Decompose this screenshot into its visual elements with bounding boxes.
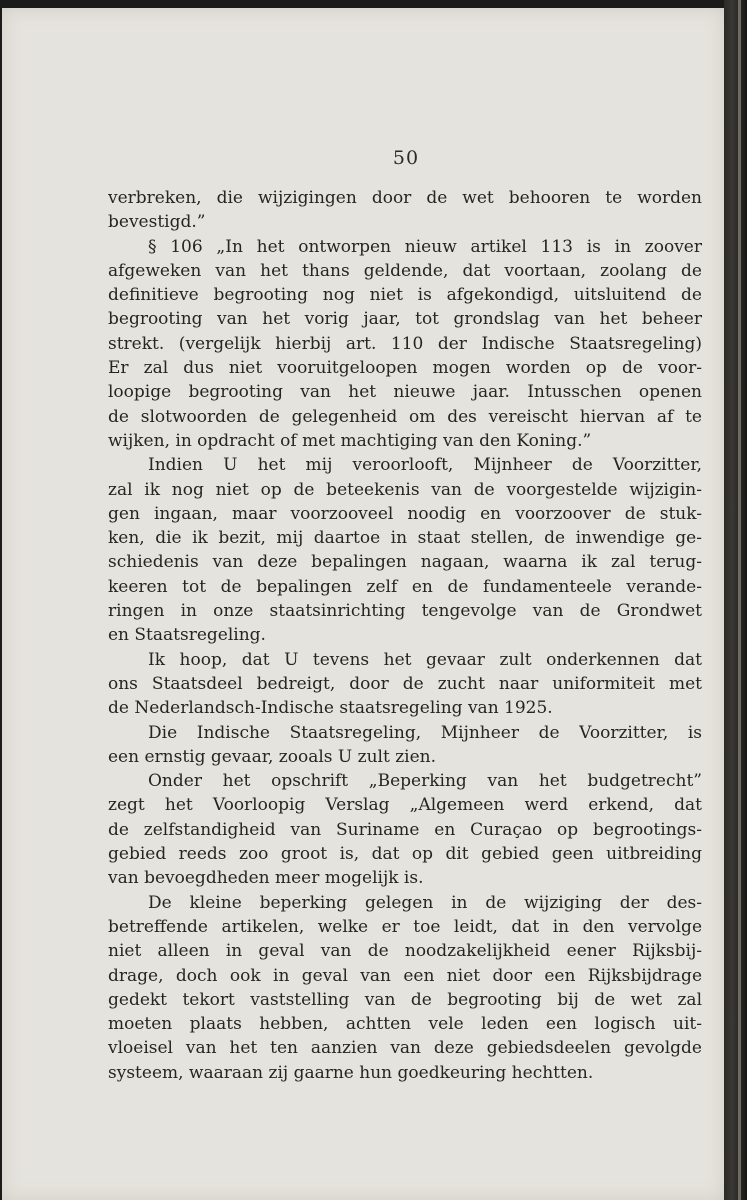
- paragraph: [108, 721, 702, 770]
- text-line: moeten plaats hebben, achtten vele leden een logisch uit-: [108, 1014, 702, 1035]
- text-line: niet alleen in geval van de noodzakelijkheid eener Rijksbij-: [108, 941, 702, 962]
- text-line: Ik hoop, dat U tevens het gevaar zult onderkennen dat: [148, 649, 702, 670]
- text-line: De kleine beperking gelegen in de wijziging der des-: [148, 892, 702, 913]
- text-line: Die Indische Staatsregeling, Mijnheer de Voorzitter, is: [148, 722, 702, 743]
- text-line: zegt het Voorloopig Verslag „Algemeen werd erkend, dat: [108, 795, 702, 816]
- paper-sheet: [2, 8, 724, 1200]
- text-line: gen ingaan, maar voorzooveel noodig en voorzoover de stuk-: [108, 503, 702, 524]
- text-line: ons Staatsdeel bedreigt, door de zucht naar uniformiteit met: [108, 673, 702, 694]
- page-number: 50: [392, 147, 420, 169]
- paragraph: [108, 453, 702, 647]
- text-line: keeren tot de bepalingen zelf en de fundamenteele verande-: [108, 576, 702, 597]
- text-line: de slotwoorden de gelegenheid om des vereischt hiervan af te: [108, 406, 702, 427]
- body-text: [108, 186, 702, 1085]
- text-line: betreffende artikelen, welke er toe leidt, dat in den vervolge: [108, 916, 702, 937]
- text-line: en Staatsregeling.: [108, 625, 266, 646]
- paragraph: [108, 769, 702, 890]
- text-line: Indien U het mij veroorlooft, Mijnheer de Voorzitter,: [148, 455, 702, 476]
- text-line: zal ik nog niet op de beteekenis van de voorgestelde wijzigin-: [108, 479, 702, 500]
- text-line: wijken, in opdracht of met machtiging van den Koning.”: [108, 430, 592, 451]
- paragraph: [108, 235, 702, 454]
- text-line: definitieve begrooting nog niet is afgekondigd, uitsluitend de: [108, 285, 702, 306]
- text-line: schiedenis van deze bepalingen nagaan, waarna ik zal terug-: [108, 552, 702, 573]
- text-line: drage, doch ook in geval van een niet door een Rijksbijdrage: [108, 965, 702, 986]
- text-line: een ernstig gevaar, zooals U zult zien.: [108, 746, 437, 767]
- paragraph: [108, 648, 702, 721]
- text-line: ringen in onze staatsinrichting tengevolge van de Grondwet: [108, 601, 702, 622]
- text-line: loopige begrooting van het nieuwe jaar. Intusschen openen: [108, 382, 702, 403]
- paragraph: [108, 186, 702, 235]
- text-line: van bevoegdheden meer mogelijk is.: [108, 868, 424, 889]
- text-line: verbreken, die wijzigingen door de wet behooren te worden: [108, 188, 702, 208]
- text-line: bevestigd.”: [108, 212, 206, 233]
- text-line: gebied reeds zoo groot is, dat op dit gebied geen uitbreiding: [108, 844, 702, 865]
- text-line: ken, die ik bezit, mij daartoe in staat stellen, de inwendige ge-: [108, 528, 702, 549]
- text-line: strekt. (vergelijk hierbij art. 110 der Indische Staatsregeling): [108, 333, 702, 354]
- text-line: de zelfstandigheid van Suriname en Curaçao op begrootings-: [108, 819, 702, 840]
- text-line: vloeisel van het ten aanzien van deze gebiedsdeelen gevolgde: [108, 1038, 702, 1059]
- text-line: § 106 „In het ontworpen nieuw artikel 113 is in zoover: [148, 236, 702, 257]
- book-edge: [724, 0, 747, 1200]
- text-line: afgeweken van het thans geldende, dat voortaan, zoolang de: [108, 260, 702, 281]
- text-line: systeem, waaraan zij gaarne hun goedkeuring hechtten.: [108, 1062, 594, 1083]
- text-line: de Nederlandsch-Indische staatsregeling van 1925.: [108, 698, 553, 719]
- text-line: Onder het opschrift „Beperking van het budgetrecht”: [148, 771, 702, 792]
- text-line: Er zal dus niet vooruitgeloopen mogen worden op de voor-: [108, 358, 702, 379]
- paragraph: [108, 891, 702, 1085]
- text-line: begrooting van het vorig jaar, tot grondslag van het beheer: [108, 309, 702, 330]
- text-line: gedekt tekort vaststelling van de begrooting bij de wet zal: [108, 989, 702, 1010]
